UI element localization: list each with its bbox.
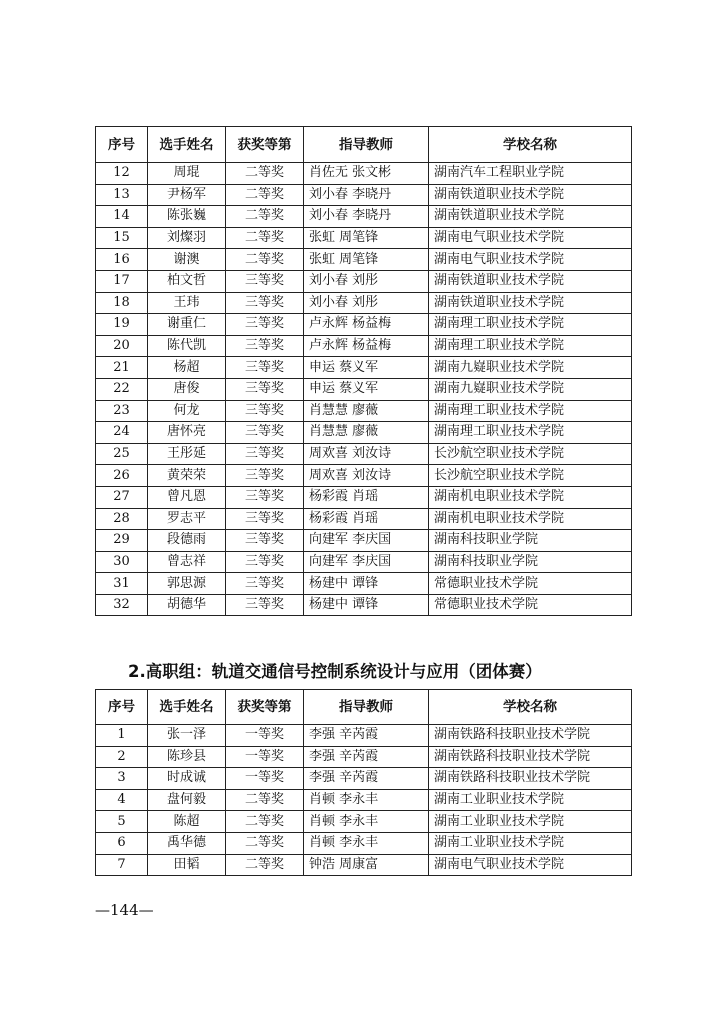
col-header-teacher: 指导教师 xyxy=(304,127,429,163)
cell-contestant-name: 禹华德 xyxy=(148,832,226,854)
cell-contestant-name: 刘燦羽 xyxy=(148,227,226,249)
cell-contestant-name: 郭思源 xyxy=(148,573,226,595)
table-row xyxy=(96,335,632,357)
cell-school: 湖南电气职业技术学院 xyxy=(429,249,632,271)
cell-contestant-name: 田韬 xyxy=(148,854,226,876)
cell-award-level: 二等奖 xyxy=(226,206,304,228)
cell-teacher: 向建军 李庆国 xyxy=(304,551,429,573)
cell-teacher: 肖顿 李永丰 xyxy=(304,811,429,833)
cell-contestant-name: 唐怀亮 xyxy=(148,422,226,444)
cell-teacher: 申运 蔡义军 xyxy=(304,357,429,379)
cell-award-level: 三等奖 xyxy=(226,314,304,336)
cell-award-level: 二等奖 xyxy=(226,184,304,206)
cell-award-level: 三等奖 xyxy=(226,400,304,422)
cell-index: 5 xyxy=(96,811,148,833)
cell-school: 长沙航空职业技术学院 xyxy=(429,443,632,465)
cell-index: 19 xyxy=(96,314,148,336)
table-row xyxy=(96,854,632,876)
cell-index: 15 xyxy=(96,227,148,249)
cell-school: 湖南理工职业技术学院 xyxy=(429,400,632,422)
cell-contestant-name: 黄荣荣 xyxy=(148,465,226,487)
cell-index: 24 xyxy=(96,422,148,444)
cell-school: 湖南铁道职业技术学院 xyxy=(429,292,632,314)
cell-index: 31 xyxy=(96,573,148,595)
table-row xyxy=(96,249,632,271)
table-row xyxy=(96,184,632,206)
cell-teacher: 肖顿 李永丰 xyxy=(304,832,429,854)
cell-school: 湖南理工职业技术学院 xyxy=(429,314,632,336)
cell-school: 湖南铁路科技职业技术学院 xyxy=(429,725,632,747)
table-row xyxy=(96,508,632,530)
cell-award-level: 三等奖 xyxy=(226,551,304,573)
cell-contestant-name: 曾志祥 xyxy=(148,551,226,573)
table-row xyxy=(96,227,632,249)
cell-teacher: 杨彩霞 肖瑶 xyxy=(304,508,429,530)
table-row xyxy=(96,292,632,314)
cell-award-level: 二等奖 xyxy=(226,249,304,271)
cell-contestant-name: 曾凡恩 xyxy=(148,486,226,508)
cell-index: 1 xyxy=(96,725,148,747)
col-header-award: 获奖等第 xyxy=(226,690,304,725)
cell-school: 湖南铁道职业技术学院 xyxy=(429,206,632,228)
cell-teacher: 刘小春 李晓丹 xyxy=(304,206,429,228)
cell-index: 20 xyxy=(96,335,148,357)
cell-index: 17 xyxy=(96,270,148,292)
cell-school: 湖南理工职业技术学院 xyxy=(429,422,632,444)
cell-index: 21 xyxy=(96,357,148,379)
table-row xyxy=(96,746,632,768)
col-header-index: 序号 xyxy=(96,690,148,725)
cell-index: 4 xyxy=(96,789,148,811)
page-number: —144— xyxy=(95,901,154,919)
cell-index: 18 xyxy=(96,292,148,314)
cell-award-level: 三等奖 xyxy=(226,270,304,292)
cell-contestant-name: 胡德华 xyxy=(148,594,226,616)
cell-contestant-name: 罗志平 xyxy=(148,508,226,530)
cell-teacher: 刘小春 刘彤 xyxy=(304,270,429,292)
cell-award-level: 三等奖 xyxy=(226,465,304,487)
cell-index: 12 xyxy=(96,163,148,185)
table-row xyxy=(96,443,632,465)
cell-index: 28 xyxy=(96,508,148,530)
cell-index: 2 xyxy=(96,746,148,768)
cell-index: 29 xyxy=(96,530,148,552)
cell-school: 湖南工业职业技术学院 xyxy=(429,811,632,833)
cell-award-level: 二等奖 xyxy=(226,832,304,854)
col-header-teacher: 指导教师 xyxy=(304,690,429,725)
cell-contestant-name: 时成诚 xyxy=(148,768,226,790)
col-header-name: 选手姓名 xyxy=(148,127,226,163)
cell-teacher: 周欢喜 刘汝诗 xyxy=(304,465,429,487)
cell-award-level: 二等奖 xyxy=(226,163,304,185)
table-row xyxy=(96,573,632,595)
cell-index: 3 xyxy=(96,768,148,790)
cell-school: 湖南九嶷职业技术学院 xyxy=(429,357,632,379)
cell-index: 14 xyxy=(96,206,148,228)
cell-contestant-name: 谢重仁 xyxy=(148,314,226,336)
cell-contestant-name: 柏文哲 xyxy=(148,270,226,292)
cell-award-level: 二等奖 xyxy=(226,854,304,876)
awards-table-1 xyxy=(95,126,632,616)
cell-school: 湖南电气职业技术学院 xyxy=(429,854,632,876)
cell-school: 湖南科技职业学院 xyxy=(429,551,632,573)
cell-award-level: 三等奖 xyxy=(226,443,304,465)
cell-award-level: 二等奖 xyxy=(226,227,304,249)
table-row xyxy=(96,378,632,400)
cell-teacher: 钟浩 周康富 xyxy=(304,854,429,876)
cell-teacher: 杨建中 谭锋 xyxy=(304,573,429,595)
cell-school: 湖南科技职业学院 xyxy=(429,530,632,552)
cell-school: 湖南理工职业技术学院 xyxy=(429,335,632,357)
cell-contestant-name: 谢澳 xyxy=(148,249,226,271)
cell-contestant-name: 王彤延 xyxy=(148,443,226,465)
cell-teacher: 肖慧慧 廖薇 xyxy=(304,400,429,422)
cell-teacher: 肖顿 李永丰 xyxy=(304,789,429,811)
cell-school: 常德职业技术学院 xyxy=(429,594,632,616)
cell-teacher: 杨建中 谭锋 xyxy=(304,594,429,616)
cell-award-level: 三等奖 xyxy=(226,422,304,444)
cell-award-level: 一等奖 xyxy=(226,725,304,747)
cell-school: 湖南九嶷职业技术学院 xyxy=(429,378,632,400)
cell-teacher: 申运 蔡义军 xyxy=(304,378,429,400)
cell-school: 湖南铁道职业技术学院 xyxy=(429,270,632,292)
table-row xyxy=(96,768,632,790)
cell-contestant-name: 陈超 xyxy=(148,811,226,833)
table-row xyxy=(96,422,632,444)
cell-contestant-name: 段德雨 xyxy=(148,530,226,552)
cell-school: 湖南电气职业技术学院 xyxy=(429,227,632,249)
cell-index: 6 xyxy=(96,832,148,854)
cell-index: 7 xyxy=(96,854,148,876)
cell-school: 湖南汽车工程职业学院 xyxy=(429,163,632,185)
table-row xyxy=(96,314,632,336)
table-row xyxy=(96,811,632,833)
cell-award-level: 一等奖 xyxy=(226,746,304,768)
cell-school: 湖南铁路科技职业技术学院 xyxy=(429,768,632,790)
table-row xyxy=(96,725,632,747)
cell-award-level: 三等奖 xyxy=(226,530,304,552)
cell-school: 湖南工业职业技术学院 xyxy=(429,832,632,854)
cell-award-level: 二等奖 xyxy=(226,811,304,833)
cell-teacher: 李强 辛芮霞 xyxy=(304,725,429,747)
cell-index: 27 xyxy=(96,486,148,508)
cell-award-level: 三等奖 xyxy=(226,508,304,530)
cell-index: 30 xyxy=(96,551,148,573)
cell-award-level: 三等奖 xyxy=(226,292,304,314)
cell-contestant-name: 何龙 xyxy=(148,400,226,422)
cell-teacher: 刘小春 刘彤 xyxy=(304,292,429,314)
cell-school: 湖南机电职业技术学院 xyxy=(429,486,632,508)
table-row xyxy=(96,206,632,228)
cell-school: 湖南铁道职业技术学院 xyxy=(429,184,632,206)
cell-teacher: 向建军 李庆国 xyxy=(304,530,429,552)
cell-teacher: 肖佐无 张文彬 xyxy=(304,163,429,185)
cell-teacher: 张虹 周笔锋 xyxy=(304,227,429,249)
cell-award-level: 三等奖 xyxy=(226,335,304,357)
table-body xyxy=(96,163,632,616)
cell-contestant-name: 陈珍县 xyxy=(148,746,226,768)
col-header-award: 获奖等第 xyxy=(226,127,304,163)
table-row xyxy=(96,486,632,508)
cell-award-level: 二等奖 xyxy=(226,789,304,811)
cell-teacher: 张虹 周笔锋 xyxy=(304,249,429,271)
cell-school: 湖南工业职业技术学院 xyxy=(429,789,632,811)
cell-contestant-name: 盘何毅 xyxy=(148,789,226,811)
cell-index: 13 xyxy=(96,184,148,206)
cell-teacher: 卢永辉 杨益梅 xyxy=(304,314,429,336)
cell-award-level: 三等奖 xyxy=(226,486,304,508)
table-row xyxy=(96,551,632,573)
table-header-row xyxy=(96,127,632,163)
cell-contestant-name: 周琨 xyxy=(148,163,226,185)
cell-index: 23 xyxy=(96,400,148,422)
cell-contestant-name: 杨超 xyxy=(148,357,226,379)
cell-teacher: 李强 辛芮霞 xyxy=(304,746,429,768)
table-row xyxy=(96,832,632,854)
cell-index: 22 xyxy=(96,378,148,400)
cell-teacher: 卢永辉 杨益梅 xyxy=(304,335,429,357)
section-heading: 2.高职组：轨道交通信号控制系统设计与应用（团体赛） xyxy=(128,662,542,681)
cell-school: 湖南铁路科技职业技术学院 xyxy=(429,746,632,768)
table-header-row xyxy=(96,690,632,725)
col-header-school: 学校名称 xyxy=(429,127,632,163)
cell-teacher: 刘小春 李晓丹 xyxy=(304,184,429,206)
cell-teacher: 李强 辛芮霞 xyxy=(304,768,429,790)
awards-table-2 xyxy=(95,689,632,876)
cell-award-level: 一等奖 xyxy=(226,768,304,790)
cell-school: 常德职业技术学院 xyxy=(429,573,632,595)
cell-award-level: 三等奖 xyxy=(226,594,304,616)
table-row xyxy=(96,400,632,422)
table-row xyxy=(96,530,632,552)
table-row xyxy=(96,163,632,185)
cell-award-level: 三等奖 xyxy=(226,378,304,400)
cell-award-level: 三等奖 xyxy=(226,573,304,595)
cell-contestant-name: 唐俊 xyxy=(148,378,226,400)
cell-index: 26 xyxy=(96,465,148,487)
col-header-school: 学校名称 xyxy=(429,690,632,725)
cell-index: 32 xyxy=(96,594,148,616)
table-row xyxy=(96,465,632,487)
cell-school: 长沙航空职业技术学院 xyxy=(429,465,632,487)
col-header-index: 序号 xyxy=(96,127,148,163)
cell-contestant-name: 陈代凯 xyxy=(148,335,226,357)
cell-index: 25 xyxy=(96,443,148,465)
table-row xyxy=(96,357,632,379)
cell-award-level: 三等奖 xyxy=(226,357,304,379)
cell-school: 湖南机电职业技术学院 xyxy=(429,508,632,530)
col-header-name: 选手姓名 xyxy=(148,690,226,725)
cell-teacher: 杨彩霞 肖瑶 xyxy=(304,486,429,508)
cell-contestant-name: 陈张巍 xyxy=(148,206,226,228)
cell-contestant-name: 王玮 xyxy=(148,292,226,314)
table-body xyxy=(96,725,632,876)
cell-contestant-name: 张一泽 xyxy=(148,725,226,747)
cell-teacher: 肖慧慧 廖薇 xyxy=(304,422,429,444)
table-row xyxy=(96,789,632,811)
cell-index: 16 xyxy=(96,249,148,271)
table-row xyxy=(96,594,632,616)
cell-teacher: 周欢喜 刘汝诗 xyxy=(304,443,429,465)
table-row xyxy=(96,270,632,292)
cell-contestant-name: 尹杨军 xyxy=(148,184,226,206)
